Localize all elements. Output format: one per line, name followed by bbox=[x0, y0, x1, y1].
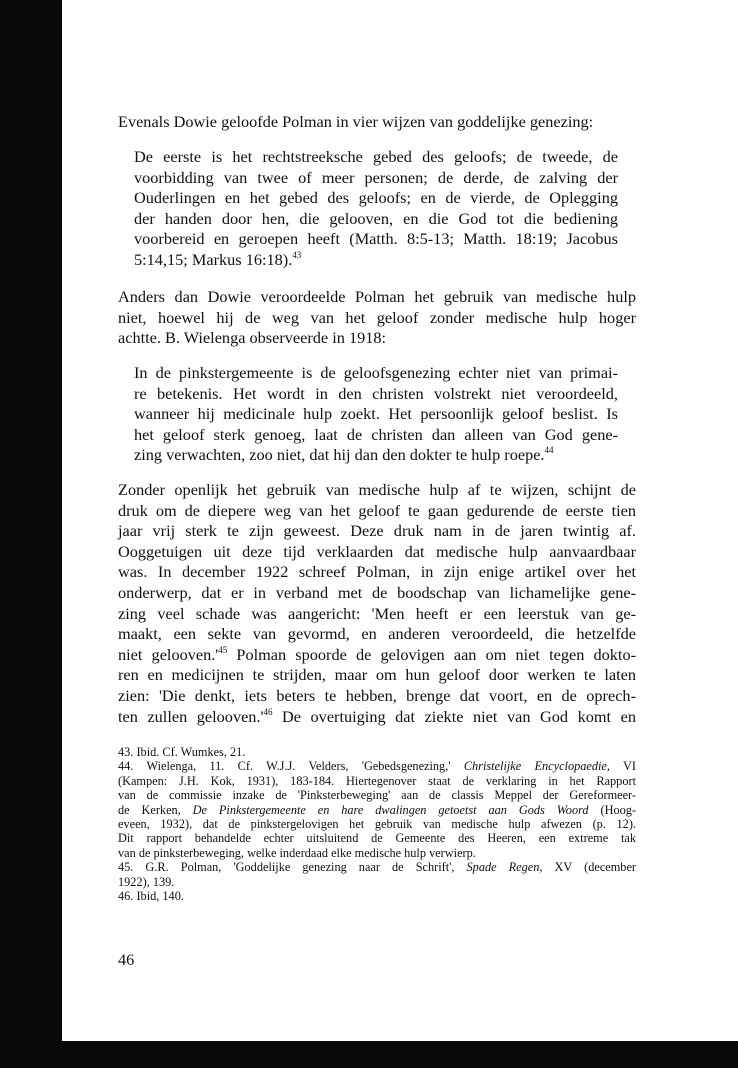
block-quote-1 bbox=[134, 147, 618, 271]
text-fragment: (Hoog- bbox=[588, 802, 637, 817]
text-line bbox=[118, 645, 636, 666]
text-line: Zonder openlijk het gebruik van medische hulp af te wijzen, schijnt de bbox=[118, 480, 636, 499]
footnote-43: 43. Ibid. Cf. Wumkes, 21. bbox=[118, 745, 246, 759]
footnote-ref-43: 43 bbox=[292, 249, 302, 260]
text-line: re betekenis. Het wordt in den christen volstrekt niet veroordeeld, bbox=[134, 383, 618, 403]
text-line bbox=[118, 707, 636, 728]
footnote-46: 46. Ibid, 140. bbox=[118, 888, 184, 903]
text-fragment: 5:14,15; Markus 16:18). bbox=[134, 249, 293, 269]
text-line: niet, hoewel hij de weg van het geloof zonder medische hulp hoger bbox=[118, 307, 636, 327]
text-line bbox=[134, 250, 618, 271]
text-fragment: XV (december bbox=[542, 860, 637, 875]
text-fragment: De overtuiging dat ziekte niet van God komt en bbox=[272, 706, 636, 726]
italic-title: De Pinkstergemeente en hare dwalingen getoetst aan Gods Woord bbox=[192, 802, 589, 817]
page-number: 46 bbox=[118, 950, 135, 969]
text-line: De eerste is het rechtstreeksche gebed des geloofs; de tweede, de bbox=[134, 147, 618, 166]
text-fragment: 45. G.R. Polman, 'Goddelijke genezing naar de Schrift', bbox=[118, 860, 467, 875]
scan-border-left bbox=[0, 0, 62, 1068]
text-line: het geloof sterk genoeg, laat de christen dan alleen van God gene- bbox=[134, 424, 618, 444]
footnote-ref-46: 46 bbox=[263, 706, 273, 717]
text-line: ren en medicijnen te strijden, maar om hun geloof door werken te laten bbox=[118, 665, 636, 685]
footnote-44 bbox=[118, 759, 636, 773]
text-line: der handen door hen, die gelooven, en die God tot die bediening bbox=[134, 208, 618, 228]
intro-paragraph bbox=[118, 112, 593, 133]
text-fragment: ten zullen gelooven.' bbox=[118, 706, 264, 726]
footnote-line: Dit rapport behandelde echter uitsluitend de Gemeente des Heeren, een extreme tak bbox=[118, 831, 636, 846]
text-line: onderwerp, dat er in verband met de boodschap van lichamelijke gene- bbox=[118, 582, 636, 602]
text-line: zing veel schade was aangericht: 'Men heeft er een leerstuk van ge- bbox=[118, 603, 636, 623]
text-fragment: VI bbox=[609, 759, 637, 774]
footnote-line: van de pinksterbeweging, welke inderdaad elke medische hulp verwierp. bbox=[118, 845, 476, 860]
text-fragment: zing verwachten, zoo niet, dat hij dan den dokter te hulp roepe. bbox=[134, 445, 545, 465]
italic-title: Christelijke Encyclopaedie, bbox=[463, 759, 610, 774]
text-fragment: Polman spoorde de gelovigen aan om niet tegen dokto- bbox=[227, 644, 637, 664]
paragraph-2 bbox=[118, 287, 636, 349]
text-line: Ouderlingen en het gebed des geloofs; en de vierde, de Oplegging bbox=[134, 188, 618, 208]
text-line: In de pinkstergemeente is de geloofsgenezing echter niet van primai- bbox=[134, 363, 618, 382]
text-line: achtte. B. Wielenga observeerde in 1918: bbox=[118, 328, 387, 348]
footnotes bbox=[118, 745, 636, 903]
text-line: jaar vrij sterk te zijn geweest. Deze druk nam in de jaren twintig af. bbox=[118, 521, 636, 541]
text-line: Anders dan Dowie veroordeelde Polman het gebruik van medische hulp bbox=[118, 287, 636, 306]
paragraph-3 bbox=[118, 480, 636, 727]
text-fragment: 44. Wielenga, 11. Cf. W.J.J. Velders, 'Gebedsgenezing,' bbox=[118, 759, 464, 774]
footnote-line: van de commissie inzake de 'Pinksterbeweging' aan de classis Meppel der Gereformeer- bbox=[118, 788, 636, 803]
text-fragment: de Kerken, bbox=[118, 802, 193, 817]
scan-border-bottom bbox=[0, 1041, 738, 1068]
footnote-ref-44: 44 bbox=[544, 445, 554, 456]
text-line: druk om de diepere weg van het geloof te gaan gedurende de eerste tien bbox=[118, 500, 636, 520]
text-line: voorbereid en geroepen heeft (Matth. 8:5-13; Matth. 18:19; Jacobus bbox=[134, 229, 618, 249]
text-line bbox=[134, 445, 618, 466]
text-line: voorbidding van twee of meer personen; de derde, de zalving der bbox=[134, 167, 618, 187]
footnote-line: 1922), 139. bbox=[118, 874, 175, 889]
text-line: maakt, een sekte van gevormd, en anderen veroordeeld, die hetzelfde bbox=[118, 624, 636, 644]
footnote-line bbox=[118, 803, 636, 817]
block-quote-2 bbox=[134, 363, 618, 466]
footnote-45 bbox=[118, 860, 636, 874]
text-line: was. In december 1922 schreef Polman, in zijn enige artikel over het bbox=[118, 562, 636, 582]
footnote-ref-45: 45 bbox=[218, 644, 228, 655]
text-line: Ooggetuigen uit deze tijd verklaarden dat medische hulp aanvaardbaar bbox=[118, 541, 636, 561]
footnote-line: eveen, 1932), dat de pinkstergelovigen het gebruik van medische hulp afwezen (p. 12). bbox=[118, 816, 636, 831]
italic-title: Spade Regen, bbox=[466, 860, 543, 875]
text-line: wanneer hij medicinale hulp zoekt. Het persoonlijk geloof beslist. Is bbox=[134, 404, 618, 424]
footnote-line: (Kampen: J.H. Kok, 1931), 183-184. Hiertegenover staat de verklaring in het Rapport bbox=[118, 773, 636, 788]
text-line: zien: 'Die denkt, iets beters te hebben, brenge dat voort, en de oprech- bbox=[118, 685, 636, 705]
text-line: Evenals Dowie geloofde Polman in vier wijzen van goddelijke genezing: bbox=[118, 112, 594, 131]
text-fragment: niet gelooven.' bbox=[118, 644, 219, 664]
